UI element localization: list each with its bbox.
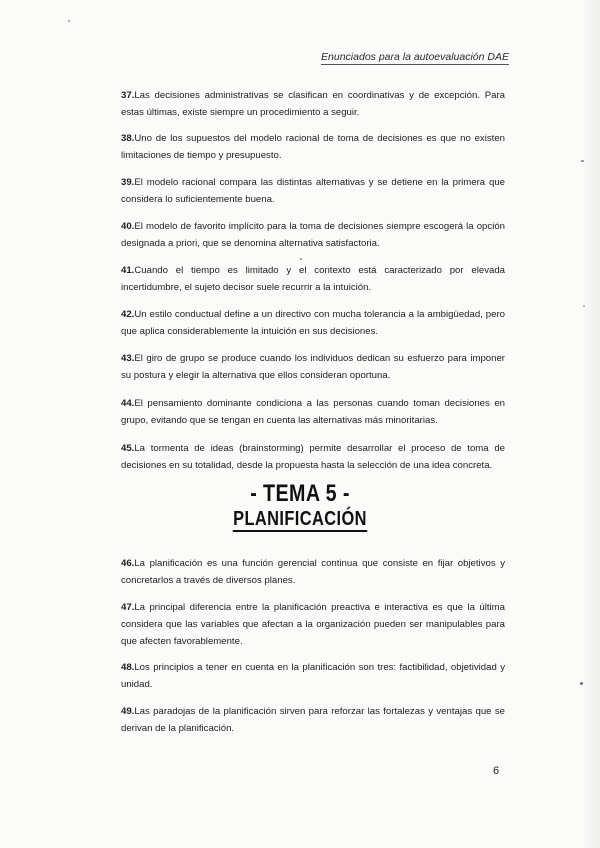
question-number: 49. <box>121 706 135 717</box>
question-text: La planificación es una función gerencial continua que consiste en fijar objetivos y concretarlos a través de diversos planes. <box>121 558 505 586</box>
question-number: 48. <box>121 662 135 673</box>
scan-speck <box>68 20 70 22</box>
question-45 <box>121 440 505 474</box>
question-41 <box>121 262 505 296</box>
question-text: El modelo racional compara las distintas alternativas y se detiene en la primera que considera lo suficientemente buena. <box>121 177 505 205</box>
section-title: - TEMA 5 - <box>250 480 350 507</box>
scan-speck <box>581 160 584 162</box>
question-text: Uno de los supuestos del modelo racional de toma de decisiones es que no existen limitaciones de tiempo y presupuesto. <box>121 133 505 161</box>
question-46 <box>121 555 505 589</box>
question-number: 38. <box>121 133 135 144</box>
section-subtitle: PLANIFICACIÓN <box>233 508 367 530</box>
scan-speck <box>580 682 583 685</box>
question-number: 45. <box>121 443 135 454</box>
question-37 <box>121 87 505 121</box>
question-text: Los principios a tener en cuenta en la planificación son tres: factibilidad, objetividad y unidad. <box>121 662 505 690</box>
section-subtitle-wrap <box>54 508 546 531</box>
scan-speck <box>583 305 585 307</box>
question-39 <box>121 174 505 208</box>
question-text: El pensamiento dominante condiciona a las personas cuando toman decisiones en grupo, evitando que se tengan en cuenta las alternativas más minoritarias. <box>121 398 505 426</box>
question-43 <box>121 350 505 384</box>
question-number: 44. <box>121 398 135 409</box>
running-header: Enunciados para la autoevaluación DAE <box>321 51 509 63</box>
question-40 <box>121 218 505 252</box>
question-number: 40. <box>121 221 135 232</box>
question-number: 46. <box>121 558 135 569</box>
scan-speck <box>300 258 302 260</box>
question-number: 39. <box>121 177 135 188</box>
question-text: Las paradojas de la planificación sirven para reforzar las fortalezas y ventajas que se derivan de la planificación. <box>121 706 505 734</box>
question-38 <box>121 130 505 164</box>
question-text: Las decisiones administrativas se clasifican en coordinativas y de excepción. Para estas últimas, existe siempre un procedimiento a seguir. <box>121 90 505 118</box>
question-number: 47. <box>121 602 135 613</box>
question-number: 41. <box>121 265 135 276</box>
question-number: 37. <box>121 90 135 101</box>
scan-edge-shadow <box>582 0 600 848</box>
question-text: La principal diferencia entre la planificación preactiva e interactiva es que la última considera que las variables que afectan a la organización pueden ser manipulables para que afecten favorablemente. <box>121 602 505 647</box>
question-44 <box>121 395 505 429</box>
question-text: Un estilo conductual define a un directivo con mucha tolerancia a la ambigüedad, pero que aplica considerablemente la intuición en sus decisiones. <box>121 309 505 337</box>
question-text: Cuando el tiempo es limitado y el contexto está caracterizado por elevada incertidumbre, el sujeto decisor suele recurrir a la intuición. <box>121 265 505 293</box>
question-number: 43. <box>121 353 135 364</box>
question-text: La tormenta de ideas (brainstorming) permite desarrollar el proceso de toma de decisiones en su totalidad, desde la propuesta hasta la selección de una idea concreta. <box>121 443 505 471</box>
question-42 <box>121 306 505 340</box>
question-text: El giro de grupo se produce cuando los individuos dedican su esfuerzo para imponer su postura y elegir la alternativa que ellos consideran oportuna. <box>121 353 505 381</box>
question-47 <box>121 599 505 650</box>
page-number: 6 <box>493 765 500 777</box>
question-number: 42. <box>121 309 135 320</box>
question-text: El modelo de favorito implícito para la toma de decisiones siempre escogerá la opción designada a priori, que se denomina alternativa satisfactoria. <box>121 221 505 249</box>
question-48 <box>121 659 505 693</box>
question-49 <box>121 703 505 737</box>
